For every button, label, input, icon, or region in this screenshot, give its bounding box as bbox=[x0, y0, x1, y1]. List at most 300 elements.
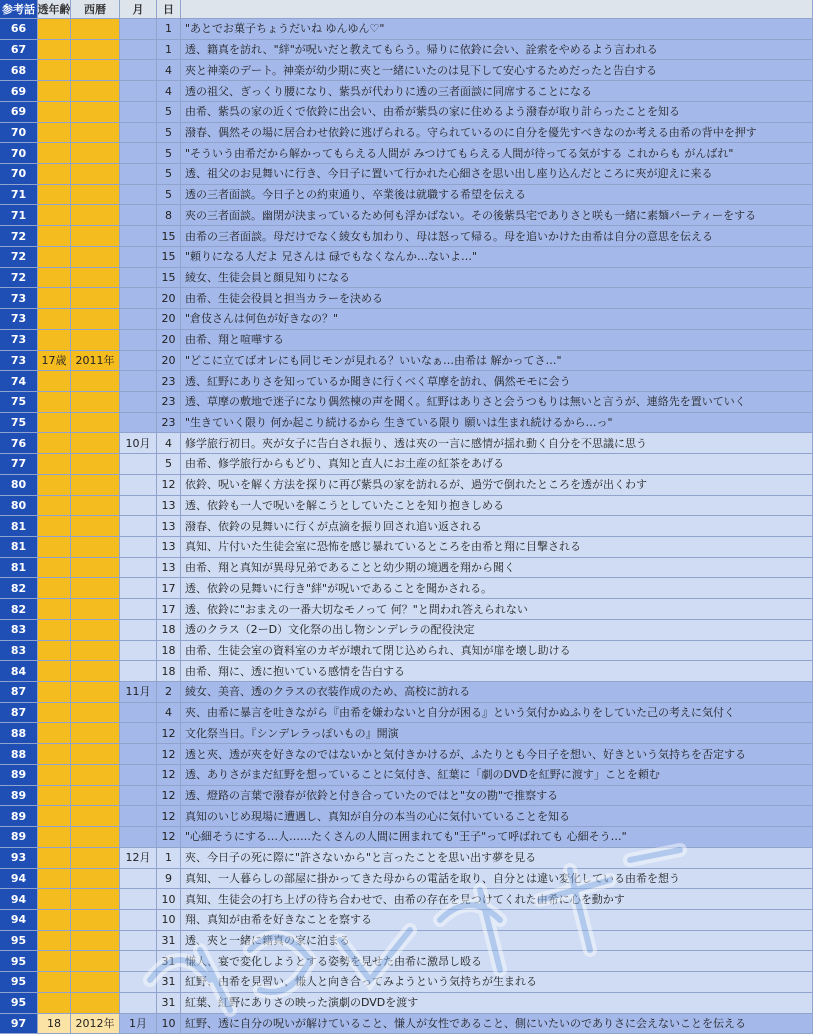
year-cell[interactable] bbox=[71, 268, 120, 289]
month-cell[interactable] bbox=[120, 558, 157, 579]
ref-cell[interactable]: 76 bbox=[0, 433, 38, 454]
event-cell[interactable]: 真知、一人暮らしの部屋に掛かってきた母からの電話を取り、自分とは違い変化している由希を想う bbox=[181, 869, 813, 890]
event-cell[interactable]: 由希、翔と喧嘩する bbox=[181, 330, 813, 351]
year-cell[interactable] bbox=[71, 454, 120, 475]
year-cell[interactable] bbox=[71, 185, 120, 206]
month-cell[interactable] bbox=[120, 475, 157, 496]
table-row[interactable] bbox=[0, 102, 813, 123]
age-cell[interactable] bbox=[38, 806, 71, 827]
year-cell[interactable] bbox=[71, 931, 120, 952]
event-cell[interactable]: 紅野、由希を見習い、慊人と向き合ってみようという気持ちが生まれる bbox=[181, 972, 813, 993]
table-row[interactable] bbox=[0, 60, 813, 81]
age-cell[interactable] bbox=[38, 433, 71, 454]
header-event[interactable] bbox=[181, 0, 813, 19]
year-cell[interactable] bbox=[71, 993, 120, 1014]
table-row[interactable] bbox=[0, 889, 813, 910]
ref-cell[interactable]: 89 bbox=[0, 827, 38, 848]
month-cell[interactable] bbox=[120, 19, 157, 40]
event-cell[interactable]: 透、燈路の言葉で潑春が依鈴と付き合っていたのではと"女の勘"で推察する bbox=[181, 786, 813, 807]
ref-cell[interactable]: 83 bbox=[0, 620, 38, 641]
year-cell[interactable] bbox=[71, 806, 120, 827]
age-cell[interactable] bbox=[38, 641, 71, 662]
year-cell[interactable] bbox=[71, 413, 120, 434]
table-row[interactable] bbox=[0, 786, 813, 807]
event-cell[interactable]: 夾、今日子の死に際に"許さないから"と言ったことを思い出す夢を見る bbox=[181, 848, 813, 869]
month-cell[interactable] bbox=[120, 392, 157, 413]
ref-cell[interactable]: 95 bbox=[0, 972, 38, 993]
event-cell[interactable]: 透の三者面談。今日子との約束通り、卒業後は就職する希望を伝える bbox=[181, 185, 813, 206]
day-cell[interactable]: 31 bbox=[157, 993, 181, 1014]
year-cell[interactable] bbox=[71, 81, 120, 102]
month-cell[interactable] bbox=[120, 226, 157, 247]
month-cell[interactable]: 1月 bbox=[120, 1014, 157, 1034]
day-cell[interactable]: 31 bbox=[157, 931, 181, 952]
age-cell[interactable] bbox=[38, 931, 71, 952]
ref-cell[interactable]: 70 bbox=[0, 164, 38, 185]
day-cell[interactable]: 5 bbox=[157, 454, 181, 475]
day-cell[interactable]: 15 bbox=[157, 247, 181, 268]
year-cell[interactable] bbox=[71, 889, 120, 910]
age-cell[interactable] bbox=[38, 309, 71, 330]
day-cell[interactable]: 12 bbox=[157, 786, 181, 807]
year-cell[interactable]: 2012年 bbox=[71, 1014, 120, 1034]
event-cell[interactable]: 夾、由希に暴言を吐きながら『由希を嫌わないと自分が困る』という気付かぬふりをしていた己の考えに気付く bbox=[181, 703, 813, 724]
month-cell[interactable] bbox=[120, 972, 157, 993]
event-cell[interactable]: 真知、生徒会の打ち上げの待ち合わせで、由希の存在を見つけてくれた由希に心を動かす bbox=[181, 889, 813, 910]
event-cell[interactable]: 透、夾と一緒に籍真の家に泊まる bbox=[181, 931, 813, 952]
ref-cell[interactable]: 80 bbox=[0, 496, 38, 517]
day-cell[interactable]: 15 bbox=[157, 268, 181, 289]
day-cell[interactable]: 9 bbox=[157, 869, 181, 890]
table-row[interactable] bbox=[0, 143, 813, 164]
day-cell[interactable]: 18 bbox=[157, 641, 181, 662]
day-cell[interactable]: 5 bbox=[157, 102, 181, 123]
month-cell[interactable] bbox=[120, 371, 157, 392]
ref-cell[interactable]: 81 bbox=[0, 537, 38, 558]
table-row[interactable] bbox=[0, 641, 813, 662]
day-cell[interactable]: 5 bbox=[157, 185, 181, 206]
year-cell[interactable] bbox=[71, 703, 120, 724]
year-cell[interactable] bbox=[71, 682, 120, 703]
age-cell[interactable] bbox=[38, 765, 71, 786]
ref-cell[interactable]: 70 bbox=[0, 143, 38, 164]
table-row[interactable] bbox=[0, 516, 813, 537]
month-cell[interactable] bbox=[120, 309, 157, 330]
ref-cell[interactable]: 88 bbox=[0, 723, 38, 744]
ref-cell[interactable]: 95 bbox=[0, 993, 38, 1014]
year-cell[interactable] bbox=[71, 496, 120, 517]
month-cell[interactable] bbox=[120, 81, 157, 102]
table-row[interactable] bbox=[0, 993, 813, 1014]
event-cell[interactable]: 透、草摩の敷地で迷子になり偶然楝の声を聞く。紅野はありさと会うつもりは無いと言うが、連絡先を置いていく bbox=[181, 392, 813, 413]
day-cell[interactable]: 13 bbox=[157, 496, 181, 517]
table-row[interactable] bbox=[0, 351, 813, 372]
event-cell[interactable]: 真知、片付いた生徒会室に恐怖を感じ暴れているところを由希と翔に目撃される bbox=[181, 537, 813, 558]
age-cell[interactable] bbox=[38, 226, 71, 247]
day-cell[interactable]: 20 bbox=[157, 309, 181, 330]
year-cell[interactable] bbox=[71, 205, 120, 226]
event-cell[interactable]: 由希、生徒会役員と担当カラーを決める bbox=[181, 288, 813, 309]
year-cell[interactable] bbox=[71, 309, 120, 330]
ref-cell[interactable]: 69 bbox=[0, 102, 38, 123]
ref-cell[interactable]: 89 bbox=[0, 806, 38, 827]
age-cell[interactable]: 18 bbox=[38, 1014, 71, 1034]
year-cell[interactable] bbox=[71, 392, 120, 413]
day-cell[interactable]: 31 bbox=[157, 972, 181, 993]
day-cell[interactable]: 4 bbox=[157, 703, 181, 724]
age-cell[interactable] bbox=[38, 143, 71, 164]
age-cell[interactable] bbox=[38, 744, 71, 765]
year-cell[interactable] bbox=[71, 558, 120, 579]
day-cell[interactable]: 1 bbox=[157, 40, 181, 61]
month-cell[interactable] bbox=[120, 993, 157, 1014]
event-cell[interactable]: 潑春、偶然その場に居合わせ依鈴に逃げられる。守られているのに自分を優先すべきなのか考える由希の背中を押す bbox=[181, 123, 813, 144]
table-row[interactable] bbox=[0, 620, 813, 641]
table-row[interactable] bbox=[0, 661, 813, 682]
day-cell[interactable]: 20 bbox=[157, 330, 181, 351]
age-cell[interactable] bbox=[38, 910, 71, 931]
event-cell[interactable]: 透の祖父、ぎっくり腰になり、紫呉が代わりに透の三者面談に同席することになる bbox=[181, 81, 813, 102]
year-cell[interactable] bbox=[71, 475, 120, 496]
age-cell[interactable] bbox=[38, 40, 71, 61]
age-cell[interactable] bbox=[38, 454, 71, 475]
year-cell[interactable] bbox=[71, 288, 120, 309]
table-row[interactable] bbox=[0, 558, 813, 579]
table-row[interactable] bbox=[0, 185, 813, 206]
ref-cell[interactable]: 67 bbox=[0, 40, 38, 61]
ref-cell[interactable]: 72 bbox=[0, 226, 38, 247]
year-cell[interactable] bbox=[71, 620, 120, 641]
month-cell[interactable] bbox=[120, 164, 157, 185]
age-cell[interactable] bbox=[38, 827, 71, 848]
table-row[interactable] bbox=[0, 413, 813, 434]
month-cell[interactable] bbox=[120, 537, 157, 558]
year-cell[interactable] bbox=[71, 226, 120, 247]
year-cell[interactable] bbox=[71, 537, 120, 558]
year-cell[interactable]: 2011年 bbox=[71, 351, 120, 372]
month-cell[interactable] bbox=[120, 516, 157, 537]
month-cell[interactable] bbox=[120, 931, 157, 952]
month-cell[interactable] bbox=[120, 185, 157, 206]
year-cell[interactable] bbox=[71, 744, 120, 765]
age-cell[interactable] bbox=[38, 288, 71, 309]
month-cell[interactable] bbox=[120, 351, 157, 372]
age-cell[interactable] bbox=[38, 81, 71, 102]
event-cell[interactable]: 文化祭当日。『シンデレラっぽいもの』開演 bbox=[181, 723, 813, 744]
age-cell[interactable] bbox=[38, 475, 71, 496]
month-cell[interactable] bbox=[120, 869, 157, 890]
month-cell[interactable] bbox=[120, 951, 157, 972]
day-cell[interactable]: 1 bbox=[157, 848, 181, 869]
event-cell[interactable]: 綾女、生徒会員と顔見知りになる bbox=[181, 268, 813, 289]
age-cell[interactable] bbox=[38, 558, 71, 579]
event-cell[interactable]: 透、依鈴の見舞いに行き"絆"が呪いであることを聞かされる。 bbox=[181, 578, 813, 599]
table-row[interactable] bbox=[0, 268, 813, 289]
month-cell[interactable] bbox=[120, 910, 157, 931]
year-cell[interactable] bbox=[71, 330, 120, 351]
event-cell[interactable]: "どこに立てばオレにも同じモンが見れる？いいなぁ…由希は 解かってさ…" bbox=[181, 351, 813, 372]
event-cell[interactable]: 透、依鈴に"おまえの一番大切なモノって 何？"と問われ答えられない bbox=[181, 599, 813, 620]
year-cell[interactable] bbox=[71, 641, 120, 662]
ref-cell[interactable]: 72 bbox=[0, 247, 38, 268]
event-cell[interactable]: "倉伎さんは何色が好きなの？" bbox=[181, 309, 813, 330]
year-cell[interactable] bbox=[71, 102, 120, 123]
ref-cell[interactable]: 75 bbox=[0, 392, 38, 413]
table-row[interactable] bbox=[0, 806, 813, 827]
ref-cell[interactable]: 84 bbox=[0, 661, 38, 682]
table-row[interactable] bbox=[0, 931, 813, 952]
age-cell[interactable] bbox=[38, 185, 71, 206]
day-cell[interactable]: 10 bbox=[157, 910, 181, 931]
month-cell[interactable] bbox=[120, 102, 157, 123]
month-cell[interactable] bbox=[120, 205, 157, 226]
age-cell[interactable] bbox=[38, 703, 71, 724]
day-cell[interactable]: 13 bbox=[157, 537, 181, 558]
event-cell[interactable]: 翔、真知が由希を好きなことを察する bbox=[181, 910, 813, 931]
header-year[interactable]: 西暦 bbox=[71, 0, 120, 19]
ref-cell[interactable]: 94 bbox=[0, 889, 38, 910]
table-row[interactable] bbox=[0, 496, 813, 517]
age-cell[interactable] bbox=[38, 413, 71, 434]
age-cell[interactable]: 17歳 bbox=[38, 351, 71, 372]
event-cell[interactable]: 透と夾、透が夾を好きなのではないかと気付きかけるが、ふたりとも今日子を想い、好きという気持ちを否定する bbox=[181, 744, 813, 765]
ref-cell[interactable]: 80 bbox=[0, 475, 38, 496]
age-cell[interactable] bbox=[38, 578, 71, 599]
ref-cell[interactable]: 97 bbox=[0, 1014, 38, 1034]
table-row[interactable] bbox=[0, 910, 813, 931]
ref-cell[interactable]: 70 bbox=[0, 123, 38, 144]
ref-cell[interactable]: 66 bbox=[0, 19, 38, 40]
month-cell[interactable] bbox=[120, 599, 157, 620]
ref-cell[interactable]: 71 bbox=[0, 185, 38, 206]
year-cell[interactable] bbox=[71, 371, 120, 392]
year-cell[interactable] bbox=[71, 164, 120, 185]
event-cell[interactable]: 由希、紫呉の家の近くで依鈴に出会い、由希が紫呉の家に住めるよう潑春が取り計らったことを知る bbox=[181, 102, 813, 123]
table-row[interactable] bbox=[0, 309, 813, 330]
year-cell[interactable] bbox=[71, 19, 120, 40]
age-cell[interactable] bbox=[38, 993, 71, 1014]
month-cell[interactable] bbox=[120, 661, 157, 682]
day-cell[interactable]: 20 bbox=[157, 288, 181, 309]
age-cell[interactable] bbox=[38, 869, 71, 890]
ref-cell[interactable]: 87 bbox=[0, 703, 38, 724]
event-cell[interactable]: 綾女、美音、透のクラスの衣装作成のため、高校に訪れる bbox=[181, 682, 813, 703]
month-cell[interactable] bbox=[120, 454, 157, 475]
age-cell[interactable] bbox=[38, 19, 71, 40]
table-row[interactable] bbox=[0, 40, 813, 61]
day-cell[interactable]: 12 bbox=[157, 806, 181, 827]
month-cell[interactable] bbox=[120, 123, 157, 144]
event-cell[interactable]: 透、籍真を訪れ、"絆"が呪いだと教えてもらう。帰りに依鈴に会い、詮索をやめるよう言われる bbox=[181, 40, 813, 61]
month-cell[interactable] bbox=[120, 288, 157, 309]
day-cell[interactable]: 4 bbox=[157, 433, 181, 454]
ref-cell[interactable]: 95 bbox=[0, 931, 38, 952]
ref-cell[interactable]: 89 bbox=[0, 786, 38, 807]
day-cell[interactable]: 23 bbox=[157, 392, 181, 413]
table-row[interactable] bbox=[0, 827, 813, 848]
month-cell[interactable] bbox=[120, 703, 157, 724]
ref-cell[interactable]: 81 bbox=[0, 558, 38, 579]
day-cell[interactable]: 12 bbox=[157, 744, 181, 765]
table-row[interactable] bbox=[0, 951, 813, 972]
ref-cell[interactable]: 88 bbox=[0, 744, 38, 765]
event-cell[interactable]: 真知のいじめ現場に遭遇し、真知が自分の本当の心に気付いていることを知る bbox=[181, 806, 813, 827]
table-row[interactable] bbox=[0, 765, 813, 786]
age-cell[interactable] bbox=[38, 102, 71, 123]
age-cell[interactable] bbox=[38, 951, 71, 972]
table-row[interactable] bbox=[0, 578, 813, 599]
month-cell[interactable] bbox=[120, 786, 157, 807]
year-cell[interactable] bbox=[71, 951, 120, 972]
age-cell[interactable] bbox=[38, 723, 71, 744]
ref-cell[interactable]: 69 bbox=[0, 81, 38, 102]
table-row[interactable] bbox=[0, 682, 813, 703]
age-cell[interactable] bbox=[38, 599, 71, 620]
day-cell[interactable]: 8 bbox=[157, 205, 181, 226]
month-cell[interactable] bbox=[120, 641, 157, 662]
ref-cell[interactable]: 89 bbox=[0, 765, 38, 786]
header-month[interactable]: 月 bbox=[120, 0, 157, 19]
day-cell[interactable]: 5 bbox=[157, 143, 181, 164]
ref-cell[interactable]: 75 bbox=[0, 413, 38, 434]
year-cell[interactable] bbox=[71, 723, 120, 744]
month-cell[interactable] bbox=[120, 268, 157, 289]
ref-cell[interactable]: 87 bbox=[0, 682, 38, 703]
age-cell[interactable] bbox=[38, 889, 71, 910]
event-cell[interactable]: 由希の三者面談。母だけでなく綾女も加わり、母は怒って帰る。母を追いかけた由希は自分の意思を伝える bbox=[181, 226, 813, 247]
day-cell[interactable]: 4 bbox=[157, 60, 181, 81]
year-cell[interactable] bbox=[71, 143, 120, 164]
month-cell[interactable]: 10月 bbox=[120, 433, 157, 454]
event-cell[interactable]: 透、依鈴も一人で呪いを解こうとしていたことを知り抱きしめる bbox=[181, 496, 813, 517]
age-cell[interactable] bbox=[38, 620, 71, 641]
event-cell[interactable]: "あとでお菓子ちょうだいね ゆんゆん♡" bbox=[181, 19, 813, 40]
event-cell[interactable]: "生きていく限り 何か起こり続けるから 生きている限り 願いは生まれ続けるから…っ" bbox=[181, 413, 813, 434]
age-cell[interactable] bbox=[38, 247, 71, 268]
day-cell[interactable]: 10 bbox=[157, 889, 181, 910]
ref-cell[interactable]: 72 bbox=[0, 268, 38, 289]
event-cell[interactable]: 慊人、宴で変化しようとする姿勢を見せた由希に激昂し殴る bbox=[181, 951, 813, 972]
table-row[interactable] bbox=[0, 972, 813, 993]
table-row[interactable] bbox=[0, 723, 813, 744]
table-row[interactable] bbox=[0, 19, 813, 40]
table-row[interactable] bbox=[0, 81, 813, 102]
age-cell[interactable] bbox=[38, 205, 71, 226]
ref-cell[interactable]: 73 bbox=[0, 330, 38, 351]
month-cell[interactable] bbox=[120, 765, 157, 786]
year-cell[interactable] bbox=[71, 599, 120, 620]
header-day[interactable]: 日 bbox=[157, 0, 181, 19]
month-cell[interactable] bbox=[120, 40, 157, 61]
event-cell[interactable]: 透、紅野にありさを知っているか聞きに行くべく草摩を訪れ、偶然モモに会う bbox=[181, 371, 813, 392]
day-cell[interactable]: 13 bbox=[157, 516, 181, 537]
event-cell[interactable]: 由希、翔と真知が異母兄弟であることと幼少期の境遇を翔から聞く bbox=[181, 558, 813, 579]
day-cell[interactable]: 20 bbox=[157, 351, 181, 372]
year-cell[interactable] bbox=[71, 247, 120, 268]
day-cell[interactable]: 1 bbox=[157, 19, 181, 40]
ref-cell[interactable]: 77 bbox=[0, 454, 38, 475]
day-cell[interactable]: 5 bbox=[157, 123, 181, 144]
year-cell[interactable] bbox=[71, 40, 120, 61]
ref-cell[interactable]: 81 bbox=[0, 516, 38, 537]
year-cell[interactable] bbox=[71, 972, 120, 993]
table-row[interactable] bbox=[0, 123, 813, 144]
day-cell[interactable]: 23 bbox=[157, 371, 181, 392]
day-cell[interactable]: 31 bbox=[157, 951, 181, 972]
age-cell[interactable] bbox=[38, 371, 71, 392]
table-row[interactable] bbox=[0, 599, 813, 620]
event-cell[interactable]: 夾と神楽のデート。神楽が幼少期に夾と一緒にいたのは見下して安心するためだったと告白する bbox=[181, 60, 813, 81]
year-cell[interactable] bbox=[71, 910, 120, 931]
month-cell[interactable] bbox=[120, 744, 157, 765]
day-cell[interactable]: 12 bbox=[157, 723, 181, 744]
ref-cell[interactable]: 94 bbox=[0, 869, 38, 890]
event-cell[interactable]: 由希、生徒会室の資料室のカギが壊れて閉じ込められ、真知が扉を壊し助ける bbox=[181, 641, 813, 662]
event-cell[interactable]: 夾の三者面談。幽閉が決まっているため何も浮かばない。その後紫呉宅でありさと咲も一緒に素麺パーティーをする bbox=[181, 205, 813, 226]
table-row[interactable] bbox=[0, 371, 813, 392]
event-cell[interactable]: 潑春、依鈴の見舞いに行くが点滴を振り回され追い返される bbox=[181, 516, 813, 537]
age-cell[interactable] bbox=[38, 496, 71, 517]
day-cell[interactable]: 10 bbox=[157, 1014, 181, 1034]
month-cell[interactable] bbox=[120, 496, 157, 517]
month-cell[interactable] bbox=[120, 806, 157, 827]
month-cell[interactable] bbox=[120, 723, 157, 744]
day-cell[interactable]: 12 bbox=[157, 475, 181, 496]
year-cell[interactable] bbox=[71, 765, 120, 786]
ref-cell[interactable]: 73 bbox=[0, 351, 38, 372]
year-cell[interactable] bbox=[71, 827, 120, 848]
event-cell[interactable]: 透、祖父のお見舞いに行き、今日子に置いて行かれた心細さを思い出し座り込んだところに夾が迎えに来る bbox=[181, 164, 813, 185]
event-cell[interactable]: "心細そうにする…人……たくさんの人間に囲まれても"王子"って呼ばれても 心細そう…" bbox=[181, 827, 813, 848]
event-cell[interactable]: 透のクラス（2ーD）文化祭の出し物シンデレラの配役決定 bbox=[181, 620, 813, 641]
age-cell[interactable] bbox=[38, 786, 71, 807]
year-cell[interactable] bbox=[71, 848, 120, 869]
month-cell[interactable] bbox=[120, 247, 157, 268]
ref-cell[interactable]: 82 bbox=[0, 578, 38, 599]
age-cell[interactable] bbox=[38, 661, 71, 682]
event-cell[interactable]: "そういう由希だから解かってもらえる人間が みつけてもらえる人間が待ってる気がする これからも がんばれ" bbox=[181, 143, 813, 164]
table-row[interactable] bbox=[0, 744, 813, 765]
ref-cell[interactable]: 73 bbox=[0, 288, 38, 309]
event-cell[interactable]: 由希、翔に、透に抱いている感情を告白する bbox=[181, 661, 813, 682]
event-cell[interactable]: "頼りになる人だよ 兄さんは 碌でもなくなんか…ないよ…" bbox=[181, 247, 813, 268]
table-row[interactable] bbox=[0, 703, 813, 724]
ref-cell[interactable]: 71 bbox=[0, 205, 38, 226]
table-row[interactable] bbox=[0, 454, 813, 475]
table-row[interactable] bbox=[0, 537, 813, 558]
table-row[interactable] bbox=[0, 869, 813, 890]
table-row[interactable] bbox=[0, 164, 813, 185]
month-cell[interactable] bbox=[120, 827, 157, 848]
day-cell[interactable]: 12 bbox=[157, 827, 181, 848]
year-cell[interactable] bbox=[71, 869, 120, 890]
ref-cell[interactable]: 74 bbox=[0, 371, 38, 392]
header-age[interactable]: 透年齢 bbox=[38, 0, 71, 19]
day-cell[interactable]: 18 bbox=[157, 620, 181, 641]
table-row[interactable] bbox=[0, 247, 813, 268]
month-cell[interactable] bbox=[120, 143, 157, 164]
year-cell[interactable] bbox=[71, 123, 120, 144]
age-cell[interactable] bbox=[38, 330, 71, 351]
month-cell[interactable]: 12月 bbox=[120, 848, 157, 869]
month-cell[interactable] bbox=[120, 889, 157, 910]
event-cell[interactable]: 修学旅行初日。夾が女子に告白され振り、透は夾の一言に感情が揺れ動く自分を不思議に思う bbox=[181, 433, 813, 454]
year-cell[interactable] bbox=[71, 433, 120, 454]
year-cell[interactable] bbox=[71, 661, 120, 682]
day-cell[interactable]: 13 bbox=[157, 558, 181, 579]
event-cell[interactable]: 紅野、透に自分の呪いが解けていること、慊人が女性であること、側にいたいのでありさに会えないことを伝える bbox=[181, 1014, 813, 1034]
table-row[interactable] bbox=[0, 433, 813, 454]
